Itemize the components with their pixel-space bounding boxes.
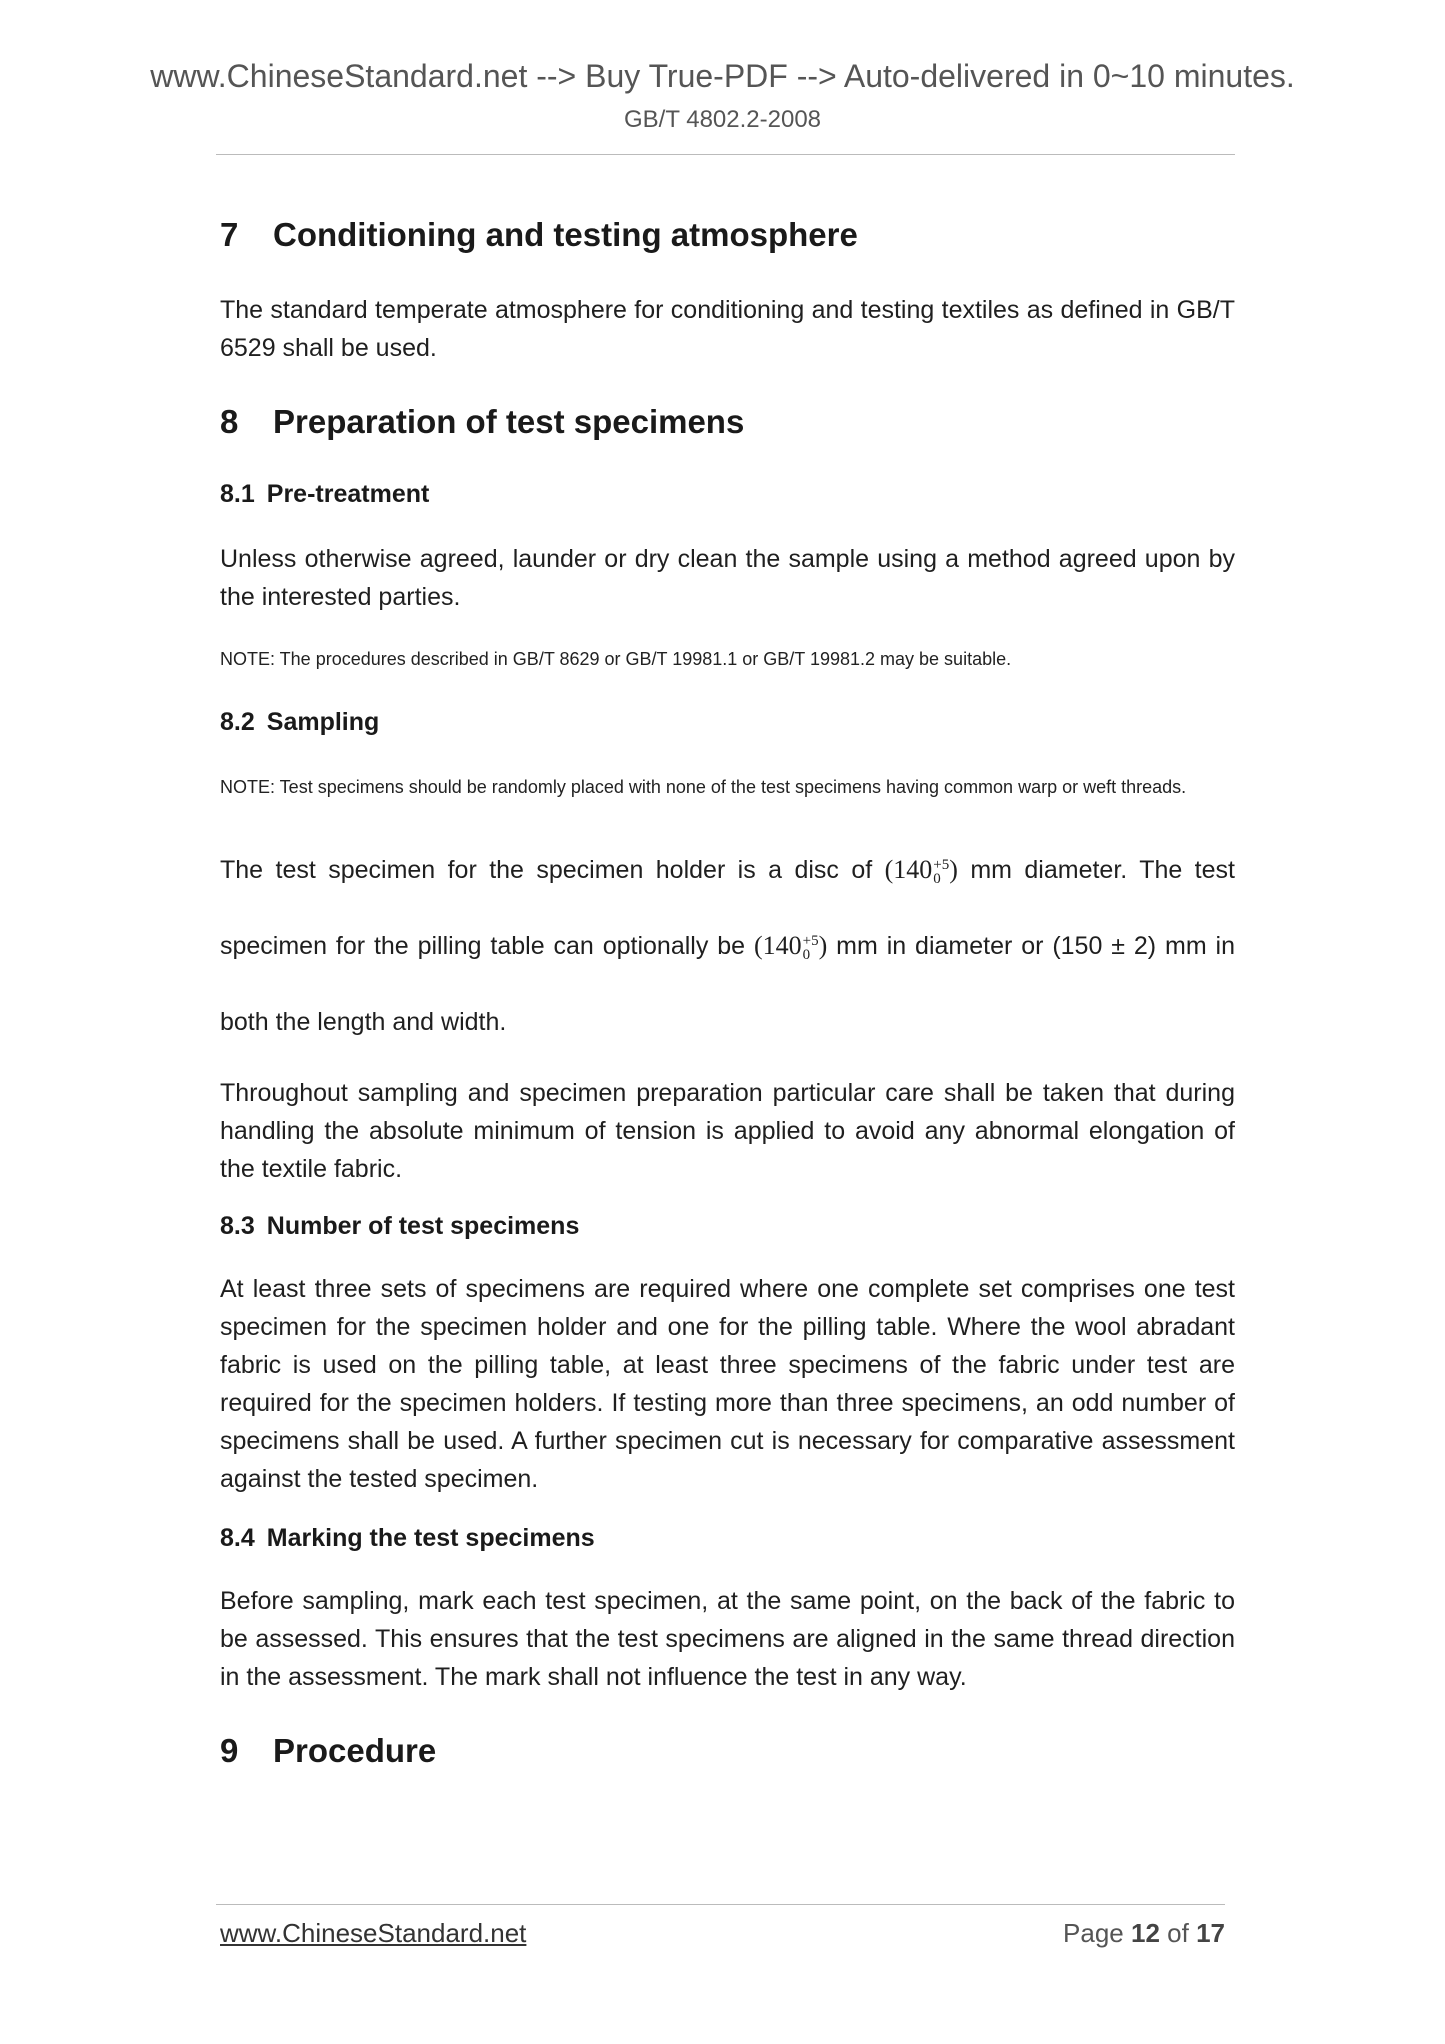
section-title: Conditioning and testing atmosphere [273, 216, 858, 253]
section-title: Preparation of test specimens [273, 403, 745, 440]
subsection-number: 8.3 [220, 1212, 255, 1240]
section-8-1-note: NOTE: The procedures described in GB/T 8629 or GB/T 19981.1 or GB/T 19981.2 may be suitable. [220, 649, 1012, 669]
page-total: 17 [1196, 1918, 1225, 1948]
page-current: 12 [1131, 1918, 1160, 1948]
header-promo: www.ChineseStandard.net --> Buy True-PDF --> Auto-delivered in 0~10 minutes. [150, 58, 1295, 94]
section-8-3-heading [220, 1206, 1235, 1246]
subsection-title: Number of test specimens [266, 1212, 580, 1240]
footer-site-link[interactable]: www.ChineseStandard.net [220, 1918, 527, 1948]
section-number: 9 [220, 1732, 239, 1769]
page-indicator [1063, 1918, 1225, 1949]
subsection-title: Pre-treatment [266, 480, 430, 508]
tolerance-lower: 0 [802, 947, 811, 964]
text-run: mm in diameter or (150 ± 2) mm in both the length and width. [220, 932, 1235, 1036]
subsection-number: 8.4 [220, 1524, 255, 1552]
dimension-tolerance-2: (140 +5 0 ) [753, 931, 828, 964]
section-8-2-paragraph-2: Throughout sampling and specimen preparation particular care shall be taken that during handling the absolute minimum of tension is applied to avoid any abnormal elongation of the textile fabric. [220, 1079, 1235, 1183]
subsection-number: 8.1 [220, 480, 255, 508]
page-label: Page [1063, 1918, 1124, 1948]
page-content [220, 210, 1235, 1776]
section-8-2-paragraph-1 [220, 832, 1235, 1060]
section-8-heading [220, 397, 1235, 447]
text-run: The test specimen for the specimen holder is a disc of [220, 856, 885, 884]
dimension-tolerance-1: (140 +5 0 ) [884, 855, 958, 888]
footer-divider [216, 1904, 1225, 1905]
subsection-number: 8.2 [220, 708, 255, 736]
section-7-paragraph: The standard temperate atmosphere for conditioning and testing textiles as defined in GB/T 6529 shall be used. [220, 296, 1235, 362]
section-8-4-paragraph: Before sampling, mark each test specimen, at the same point, on the back of the fabric to be assessed. This ensures that the test specimens are aligned in the same thread direction in the assessment. The mark shall not influence the test in any way. [220, 1587, 1235, 1691]
section-9-heading [220, 1726, 1235, 1776]
subsection-title: Marking the test specimens [266, 1524, 595, 1552]
text-run: mm diameter. The test specimen for the pilling table can optionally be [220, 856, 1235, 960]
section-8-1-paragraph: Unless otherwise agreed, launder or dry clean the sample using a method agreed upon by the interested parties. [220, 545, 1235, 611]
section-8-2-note: NOTE: Test specimens should be randomly placed with none of the test specimens having common warp or weft threads. [220, 777, 1187, 797]
dimension-base: 140 [893, 855, 933, 884]
section-8-1-heading [220, 474, 1235, 514]
section-7-heading [220, 210, 1235, 260]
section-8-4-heading [220, 1518, 1235, 1558]
section-number: 7 [220, 216, 239, 253]
page-of: of [1167, 1918, 1189, 1948]
section-number: 8 [220, 403, 239, 440]
tolerance-upper: +5 [802, 933, 819, 950]
tolerance-stack [803, 934, 819, 962]
tolerance-upper: +5 [933, 857, 950, 874]
section-8-2-heading [220, 702, 1235, 742]
header-doc-id: GB/T 4802.2-2008 [623, 106, 822, 133]
tolerance-stack [933, 858, 949, 886]
section-8-3-paragraph: At least three sets of specimens are required where one complete set comprises one test specimen for the specimen holder and one for the pilling table. Where the wool abradant fabric is used on the pilling table, at least three specimens of the fabric under test are required for the specimen holders. If testing more than three specimens, an odd number of specimens shall be used. A further specimen cut is necessary for comparative assessment against the tested specimen. [220, 1275, 1235, 1493]
tolerance-lower: 0 [933, 871, 941, 888]
dimension-base: 140 [762, 931, 802, 960]
header-divider [216, 154, 1235, 155]
subsection-title: Sampling [266, 708, 380, 736]
section-title: Procedure [273, 1732, 437, 1769]
